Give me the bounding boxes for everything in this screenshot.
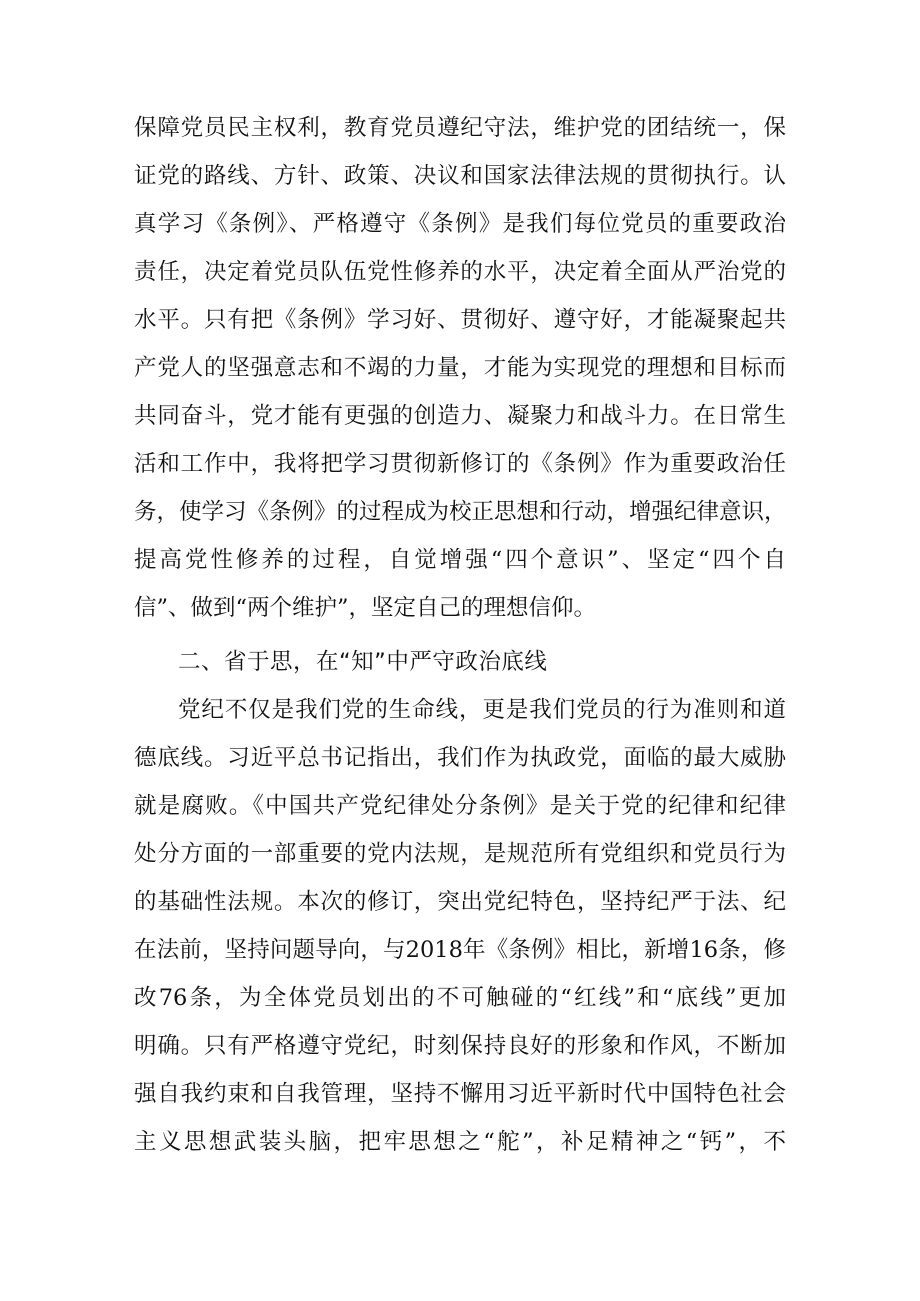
paragraph-line: 强自我约束和自我管理，坚持不懈用习近平新时代中国特色社会: [134, 1081, 786, 1107]
paragraph-line: 共同奋斗，党才能有更强的创造力、凝聚力和战斗力。在日常生: [134, 403, 786, 429]
paragraph-line: 真学习《条例》、严格遵守《条例》是我们每位党员的重要政治: [134, 211, 786, 237]
paragraph-line: 保障党员民主权利，教育党员遵纪守法，维护党的团结统一，保: [134, 115, 786, 141]
paragraph-line: 责任，决定着党员队伍党性修养的水平，决定着全面从严治党的: [134, 259, 786, 285]
paragraph-line: 信”、做到“两个维护”，坚定自己的理想信仰。: [134, 595, 597, 621]
paragraph-2: [134, 686, 786, 1166]
paragraph-line: 主义思想武装头脑，把牢思想之“舵”，补足精神之“钙”，不: [134, 1129, 786, 1155]
paragraph-line: 提高党性修养的过程，自觉增强“四个意识”、坚定“四个自: [134, 547, 786, 573]
paragraph-line: 明确。只有严格遵守党纪，时刻保持良好的形象和作风，不断加: [134, 1033, 786, 1059]
paragraph-1: [134, 104, 786, 632]
section-heading: 二、省于思，在“知”中严守政治底线: [178, 649, 548, 675]
paragraph-line: 德底线。习近平总书记指出，我们作为执政党，面临的最大威胁: [134, 745, 786, 771]
paragraph-line: 改76条，为全体党员划出的不可触碰的“红线”和“底线”更加: [134, 985, 786, 1011]
paragraph-line: 处分方面的一部重要的党内法规，是规范所有党组织和党员行为: [134, 841, 786, 867]
paragraph-line: 水平。只有把《条例》学习好、贯彻好、遵守好，才能凝聚起共: [134, 307, 786, 333]
paragraph-line: 活和工作中，我将把学习贯彻新修订的《条例》作为重要政治任: [134, 451, 786, 477]
paragraph-line: 产党人的坚强意志和不竭的力量，才能为实现党的理想和目标而: [134, 355, 786, 381]
paragraph-line: 在法前，坚持问题导向，与2018年《条例》相比，新增16条，修: [134, 937, 786, 963]
paragraph-line: 党纪不仅是我们党的生命线，更是我们党员的行为准则和道: [178, 697, 786, 723]
paragraph-line: 就是腐败。《中国共产党纪律处分条例》是关于党的纪律和纪律: [134, 793, 786, 819]
paragraph-line: 务，使学习《条例》的过程成为校正思想和行动，增强纪律意识，: [134, 499, 787, 525]
paragraph-line: 的基础性法规。本次的修订，突出党纪特色，坚持纪严于法、纪: [134, 889, 786, 915]
paragraph-line: 证党的路线、方针、政策、决议和国家法律法规的贯彻执行。认: [134, 163, 786, 189]
